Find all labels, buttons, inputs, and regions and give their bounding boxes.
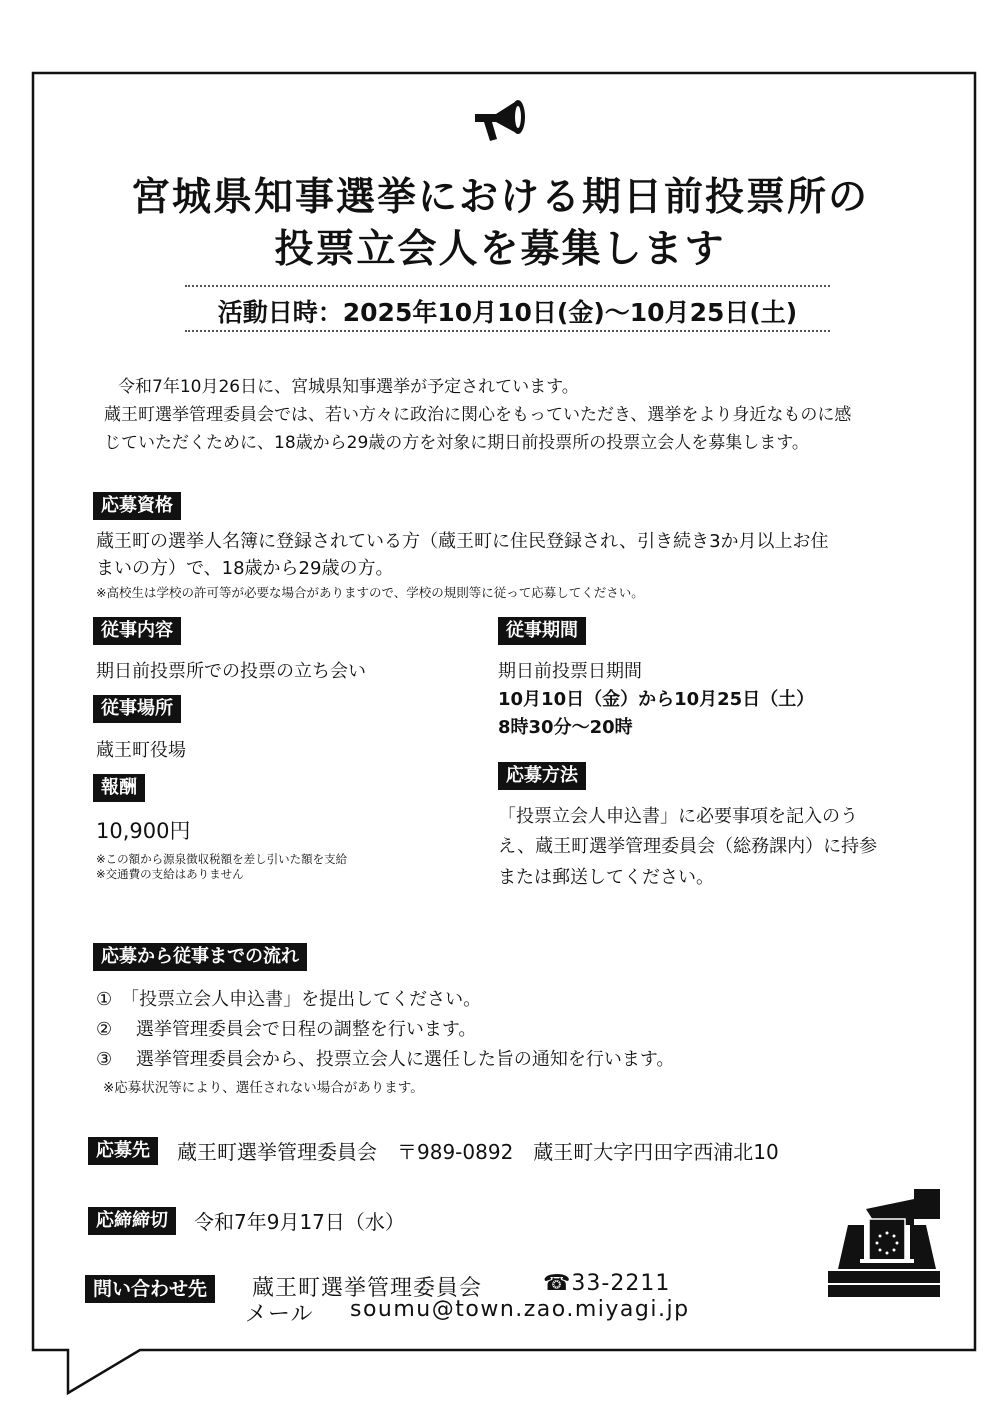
activity-date: 活動日時：2025年10月10日(金)～10月25日(土) bbox=[217, 298, 798, 327]
method-text: 「投票立会人申込書」に必要事項を記入のう bbox=[498, 806, 858, 827]
ballot-box-icon bbox=[826, 1185, 942, 1301]
flow-label: 応募から従事までの流れ bbox=[93, 943, 307, 971]
page-title-line1: 宮城県知事選挙における期日前投票所の bbox=[130, 175, 869, 220]
period-text: 期日前投票日期間 bbox=[498, 661, 642, 682]
intro-line: 令和7年10月26日に、宮城県知事選挙が予定されています。 bbox=[118, 377, 579, 397]
flow-note: ※応募状況等により、選任されない場合があります。 bbox=[103, 1080, 424, 1096]
eligibility-label: 応募資格 bbox=[93, 492, 181, 520]
place-label: 従事場所 bbox=[93, 695, 181, 723]
megaphone-icon bbox=[472, 94, 532, 148]
method-label: 応募方法 bbox=[498, 762, 586, 790]
deadline-text: 令和7年9月17日（水） bbox=[194, 1210, 405, 1234]
apply-to-text: 蔵王町選挙管理委員会 〒989-0892 蔵王町大字円田字西浦北10 bbox=[177, 1140, 779, 1164]
period-hours: 8時30分～20時 bbox=[498, 717, 633, 738]
flow-step: ② 選挙管理委員会で日程の調整を行います。 bbox=[96, 1019, 477, 1040]
reward-amount: 10,900円 bbox=[96, 819, 191, 843]
eligibility-text: まいの方）で、18歳から29歳の方。 bbox=[96, 558, 394, 579]
duty-label: 従事内容 bbox=[93, 617, 181, 645]
contact-phone: ☎33-2211 bbox=[543, 1271, 671, 1296]
flow-step: ① 「投票立会人申込書」を提出してください。 bbox=[96, 989, 482, 1010]
flow-step: ③ 選挙管理委員会から、投票立会人に選任した旨の通知を行います。 bbox=[96, 1049, 675, 1070]
contact-org: 蔵王町選挙管理委員会 bbox=[252, 1276, 483, 1301]
contact-label: 問い合わせ先 bbox=[85, 1275, 215, 1303]
apply-to-label: 応募先 bbox=[88, 1137, 158, 1165]
method-text: え、蔵王町選挙管理委員会（総務課内）に持参 bbox=[498, 836, 878, 857]
period-dates: 10月10日（金）から10月25日（土） bbox=[498, 689, 815, 710]
place-text: 蔵王町役場 bbox=[96, 740, 186, 761]
duty-text: 期日前投票所での投票の立ち会い bbox=[96, 661, 366, 682]
intro-line: 蔵王町選挙管理委員会では、若い方々に政治に関心をもっていただき、選挙をより身近なものに感 bbox=[104, 405, 852, 425]
contact-mail-label: メール bbox=[245, 1302, 314, 1327]
reward-note: ※この額から源泉徴収税額を差し引いた額を支給 bbox=[96, 852, 348, 866]
period-label: 従事期間 bbox=[498, 617, 586, 645]
eligibility-text: 蔵王町の選挙人名簿に登録されている方（蔵王町に住民登録され、引き続き3か月以上お住 bbox=[96, 531, 829, 552]
divider bbox=[185, 330, 830, 332]
page-title-line2: 投票立会人を募集します bbox=[274, 227, 726, 272]
reward-note: ※交通費の支給はありません bbox=[96, 867, 244, 881]
deadline-label: 応締締切 bbox=[88, 1207, 176, 1235]
method-text: または郵送してください。 bbox=[498, 867, 714, 888]
eligibility-note: ※高校生は学校の許可等が必要な場合がありますので、学校の規則等に従って応募してください。 bbox=[96, 585, 644, 600]
intro-line: じていただくために、18歳から29歳の方を対象に期日前投票所の投票立会人を募集します。 bbox=[104, 433, 809, 453]
divider bbox=[185, 285, 830, 287]
reward-label: 報酬 bbox=[93, 774, 145, 802]
contact-email: soumu@town.zao.miyagi.jp bbox=[350, 1297, 690, 1322]
